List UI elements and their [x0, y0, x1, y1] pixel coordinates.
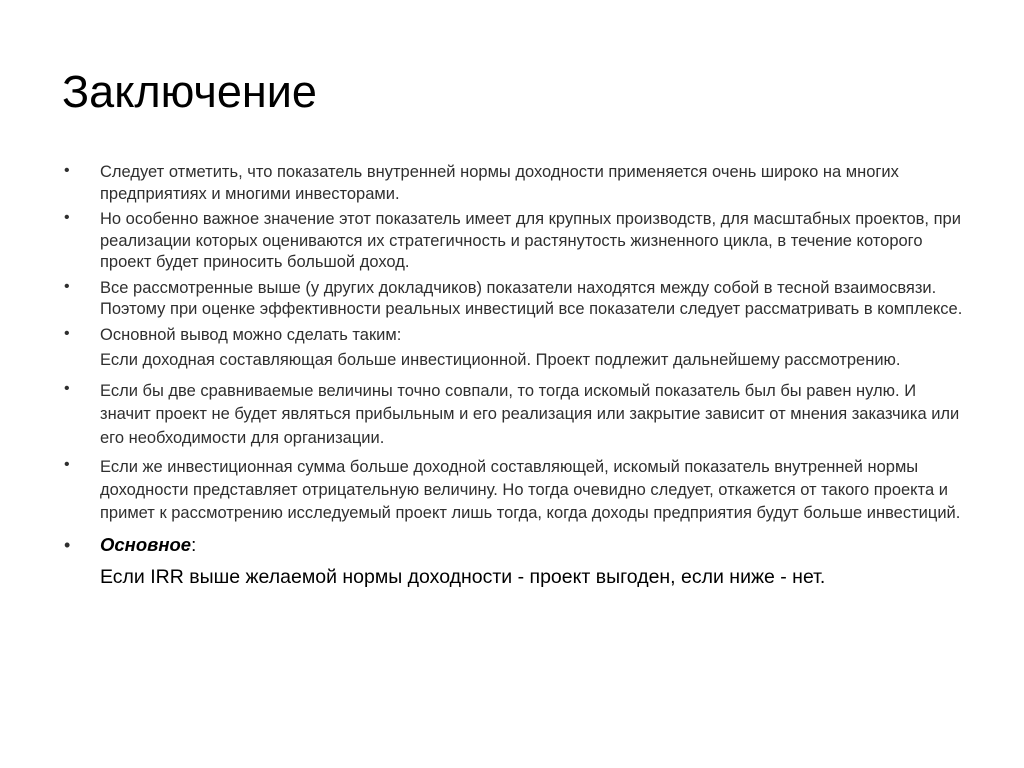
list-item-text: Но особенно важное значение этот показатель имеет для крупных производств, для масштабных проектов, при реализации которых оцениваются их стратегичность и растянутость жизненного цикла, в течение которого проект будет приносить большой доход.: [100, 210, 961, 271]
bullet-icon: •: [64, 456, 70, 473]
list-item-main: [64, 533, 969, 557]
bullet-list: [64, 162, 969, 590]
list-item: [64, 278, 969, 321]
list-item-subtext: Если доходная составляющая больше инвестиционной. Проект подлежит дальнейшему рассмотрению.: [100, 351, 901, 369]
emphasis-suffix: :: [191, 534, 197, 555]
bullet-icon: •: [64, 277, 70, 295]
bullet-icon: •: [64, 162, 70, 179]
conclusion-text: Если IRR выше желаемой нормы доходности - проект выгоден, если ниже - нет.: [100, 566, 826, 588]
slide-title: Заключение: [62, 66, 317, 117]
list-item: [64, 209, 969, 274]
bullet-icon: •: [64, 535, 71, 555]
list-item: [64, 325, 969, 347]
list-item-text: Все рассмотренные выше (у других докладчиков) показатели находятся между собой в тесной взаимосвязи. Поэтому при оценке эффективности реальных инвестиций все показатели следует рассматривать в комплексе.: [100, 278, 963, 318]
list-item-text: Если бы две сравниваемые величины точно совпали, то тогда искомый показатель был бы равен нулю. И значит проект не будет являться прибыльным и его реализация или закрытие зависит от мнения заказчика или его необходимости для организации.: [100, 381, 960, 447]
list-item: [64, 162, 969, 205]
bullet-icon: •: [64, 379, 70, 397]
list-item-text: Следует отметить, что показатель внутренней нормы доходности применяется очень широко на многих предприятиях и многими инвесторами.: [100, 163, 899, 203]
emphasis-label: Основное: [100, 534, 192, 555]
list-item-text: Если же инвестиционная сумма больше доходной составляющей, искомый показатель внутренней нормы доходности представляет отрицательную величину. Но тогда очевидно следует, откажется от такого проекта и примет к рассмотрению исследуемый проект лишь тогда, когда доходы предприятия будут больше инвестиций.: [100, 458, 961, 522]
list-item: [64, 456, 969, 525]
list-item-text: Основной вывод можно сделать таким:: [100, 325, 402, 344]
list-item: [64, 380, 969, 451]
bullet-icon: •: [64, 209, 70, 226]
list-item-text: [100, 533, 969, 557]
bullet-icon: •: [64, 324, 70, 342]
